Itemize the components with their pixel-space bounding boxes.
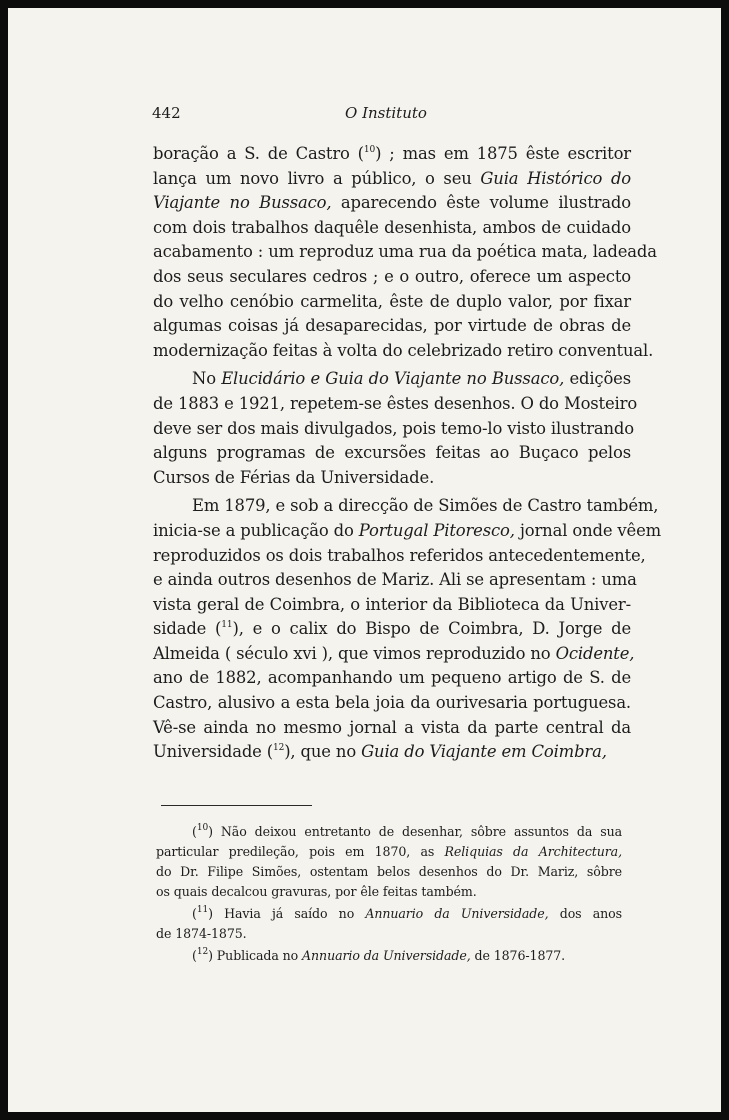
text-run: ) Havia já saído no: [208, 906, 366, 921]
italic-title: Guia do Viajante em Coimbra,: [361, 742, 607, 762]
text-run: ), que no: [284, 742, 362, 762]
footnotes: [156, 822, 622, 968]
text-line: [153, 314, 631, 339]
paragraph: [153, 142, 657, 363]
text-line: [153, 466, 631, 491]
paragraph: [153, 494, 662, 765]
text-run: inicia-se a publicação do: [153, 520, 359, 540]
text-line: [153, 617, 631, 642]
footnote-marker: 10: [196, 822, 209, 833]
page-header: [8, 104, 721, 128]
text-line: [156, 822, 622, 842]
text-line: [153, 191, 631, 216]
text-run: Vê-se ainda no mesmo jornal a vista da parte central da: [153, 717, 631, 737]
text-line: [153, 367, 631, 392]
text-line: [153, 392, 638, 417]
text-run: ) Não deixou entretanto de desenhar, sôbre assuntos da sua: [208, 824, 622, 839]
text-run: lança um novo livro a público, o seu: [153, 168, 481, 188]
footnote: [156, 822, 622, 902]
text-line: [153, 716, 631, 741]
text-line: [153, 290, 631, 315]
footnote-marker: 10: [363, 144, 376, 155]
text-line: [156, 882, 622, 902]
text-line: [153, 167, 631, 192]
text-run: dos anos: [548, 906, 622, 921]
text-run: particular predileção, pois em 1870, as: [156, 844, 445, 859]
text-run: de 1874-1875.: [156, 926, 247, 941]
italic-title: Viajante no Bussaco,: [153, 193, 332, 213]
text-line: [153, 142, 631, 167]
text-run: modernização feitas à volta do celebrizado retiro conventual.: [153, 340, 654, 360]
text-line: [156, 862, 622, 882]
text-line: [156, 842, 622, 862]
text-line: [153, 666, 631, 691]
text-run: de 1883 e 1921, repetem-se êstes desenhos. O do Mosteiro: [153, 393, 638, 413]
text-line: [153, 216, 631, 241]
text-run: sidade (: [153, 619, 222, 639]
text-run: com dois trabalhos daquêle desenhista, ambos de cuidado: [153, 217, 631, 237]
text-run: aparecendo êste volume ilustrado: [331, 193, 631, 213]
text-run: deve ser dos mais divulgados, pois temo-lo visto ilustrando: [153, 418, 634, 438]
text-run: de 1876-1877.: [470, 948, 566, 963]
italic-title: Annuario da Universidade,: [302, 948, 471, 963]
text-run: alguns programas de excursões feitas ao Buçaco pelos: [153, 443, 631, 463]
text-line: [153, 339, 654, 364]
page-number: 442: [152, 104, 181, 122]
text-line: [153, 568, 637, 593]
italic-title: Guia Histórico do: [480, 168, 632, 188]
italic-title: Ocidente,: [555, 643, 635, 663]
text-run: (: [192, 906, 197, 921]
text-run: ) Publicada no: [208, 948, 303, 963]
text-run: edições: [564, 369, 631, 389]
text-line: [153, 740, 631, 765]
text-line: [156, 924, 622, 944]
text-line: [153, 642, 635, 667]
footnote: [156, 946, 622, 966]
text-run: ano de 1882, acompanhando um pequeno artigo de S. de: [153, 668, 631, 688]
text-run: do Dr. Filipe Simões, ostentam belos desenhos do Dr. Mariz, sôbre: [156, 864, 622, 879]
text-line: [153, 265, 631, 290]
text-run: os quais decalcou gravuras, por êle feitas também.: [156, 884, 477, 899]
footnote-marker: 12: [273, 742, 285, 753]
footnote-divider: [161, 805, 312, 806]
text-run: Em 1879, e sob a direcção de Simões de Castro também,: [192, 496, 659, 516]
text-run: jornal onde vêem: [514, 520, 662, 540]
text-run: Universidade (: [153, 742, 274, 762]
text-run: do velho cenóbio carmelita, êste de duplo valor, por fixar: [153, 291, 631, 311]
text-run: Cursos de Férias da Universidade.: [153, 467, 435, 487]
italic-title: Elucidário e Guia do Viajante no Bussaco,: [221, 369, 565, 389]
text-run: ) ; mas em 1875 êste escritor: [375, 144, 631, 163]
text-run: vista geral de Coimbra, o interior da Biblioteca da Univer-: [153, 594, 631, 614]
footnote-marker: 11: [221, 619, 233, 630]
running-title: O Instituto: [345, 104, 427, 122]
text-run: boração a S. de Castro (: [153, 144, 364, 163]
footnote-marker: 11: [196, 904, 209, 915]
text-line: [156, 904, 622, 924]
text-line: [156, 946, 622, 966]
footnote-marker: 12: [196, 946, 209, 957]
text-run: algumas coisas já desaparecidas, por virtude de obras de: [153, 316, 631, 336]
text-line: [153, 240, 657, 265]
book-page: [8, 8, 721, 1112]
main-text: [153, 142, 662, 765]
text-line: [153, 417, 634, 442]
paragraph: [153, 367, 638, 490]
text-run: e ainda outros desenhos de Mariz. Ali se apresentam : uma: [153, 570, 637, 590]
text-run: (: [192, 824, 197, 839]
text-line: [153, 544, 646, 569]
text-run: acabamento : um reproduz uma rua da poética mata, ladeada: [153, 242, 657, 262]
text-line: [153, 519, 662, 544]
text-run: dos seus seculares cedros ; e o outro, oferece um aspecto: [153, 266, 631, 286]
italic-title: Reliquias da Architectura,: [444, 844, 622, 859]
italic-title: Annuario da Universidade,: [365, 906, 549, 921]
text-run: (: [192, 948, 197, 963]
text-run: Almeida ( século xvi ), que vimos reproduzido no: [153, 643, 556, 663]
text-line: [153, 494, 659, 519]
text-line: [153, 593, 631, 618]
italic-title: Portugal Pitoresco,: [358, 520, 515, 540]
text-line: [153, 691, 631, 716]
text-run: reproduzidos os dois trabalhos referidos antecedentemente,: [153, 545, 646, 565]
text-run: Castro, alusivo a esta bela joia da ourivesaria portuguesa.: [153, 693, 631, 713]
text-run: ), e o calix do Bispo de Coimbra, D. Jorge de: [232, 619, 631, 639]
text-run: No: [192, 369, 222, 389]
text-line: [153, 441, 631, 466]
footnote: [156, 904, 622, 944]
